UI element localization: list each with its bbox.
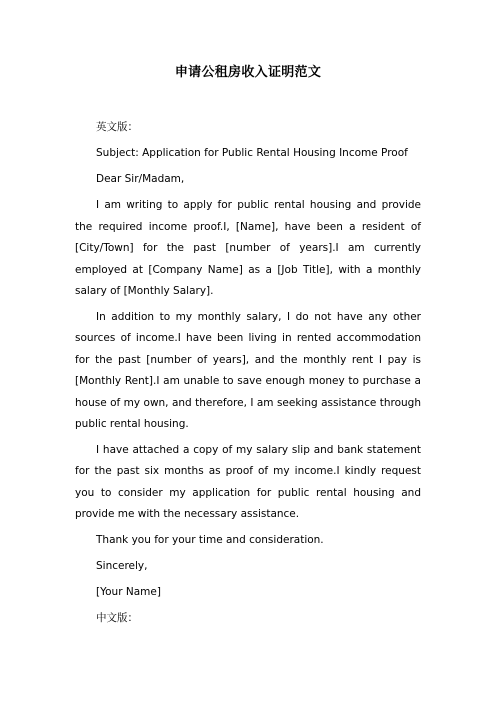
letter-closing: Sincerely, <box>96 559 148 572</box>
letter-thanks: Thank you for your time and consideration. <box>96 533 324 546</box>
letter-paragraph-1: I am writing to apply for public rental housing and provide the required income proof.I, [Name], have been a resident of [City/Town] for the past [number of years].I am currently employed at [Company Name] as a [Job Title], with a monthly salary of [Monthly Salary]. <box>75 199 421 297</box>
letter-paragraph-2: In addition to my monthly salary, I do not have any other sources of income.I have been living in rented accommodation for the past [number of years], and the monthly rent I pay is [Monthly Rent].I am unable to save enough money to purchase a house of my own, and therefore, I am seeking assistance through public rental housing. <box>75 310 421 430</box>
chinese-version-heading: 中文版： <box>96 611 138 624</box>
letter-signature: [Your Name] <box>96 585 161 598</box>
letter-salutation: Dear Sir/Madam, <box>96 173 185 185</box>
letter-subject: Subject: Application for Public Rental Housing Income Proof <box>96 147 408 159</box>
document-title: 申请公租房收入证明范文 <box>174 65 322 80</box>
letter-paragraph-3: I have attached a copy of my salary slip and bank statement for the past six months as proof of my income.I kindly request you to consider my application for public rental housing and provide me with the necessary assistance. <box>75 443 421 520</box>
english-version-heading: 英文版： <box>96 121 138 133</box>
document-body <box>75 117 421 634</box>
